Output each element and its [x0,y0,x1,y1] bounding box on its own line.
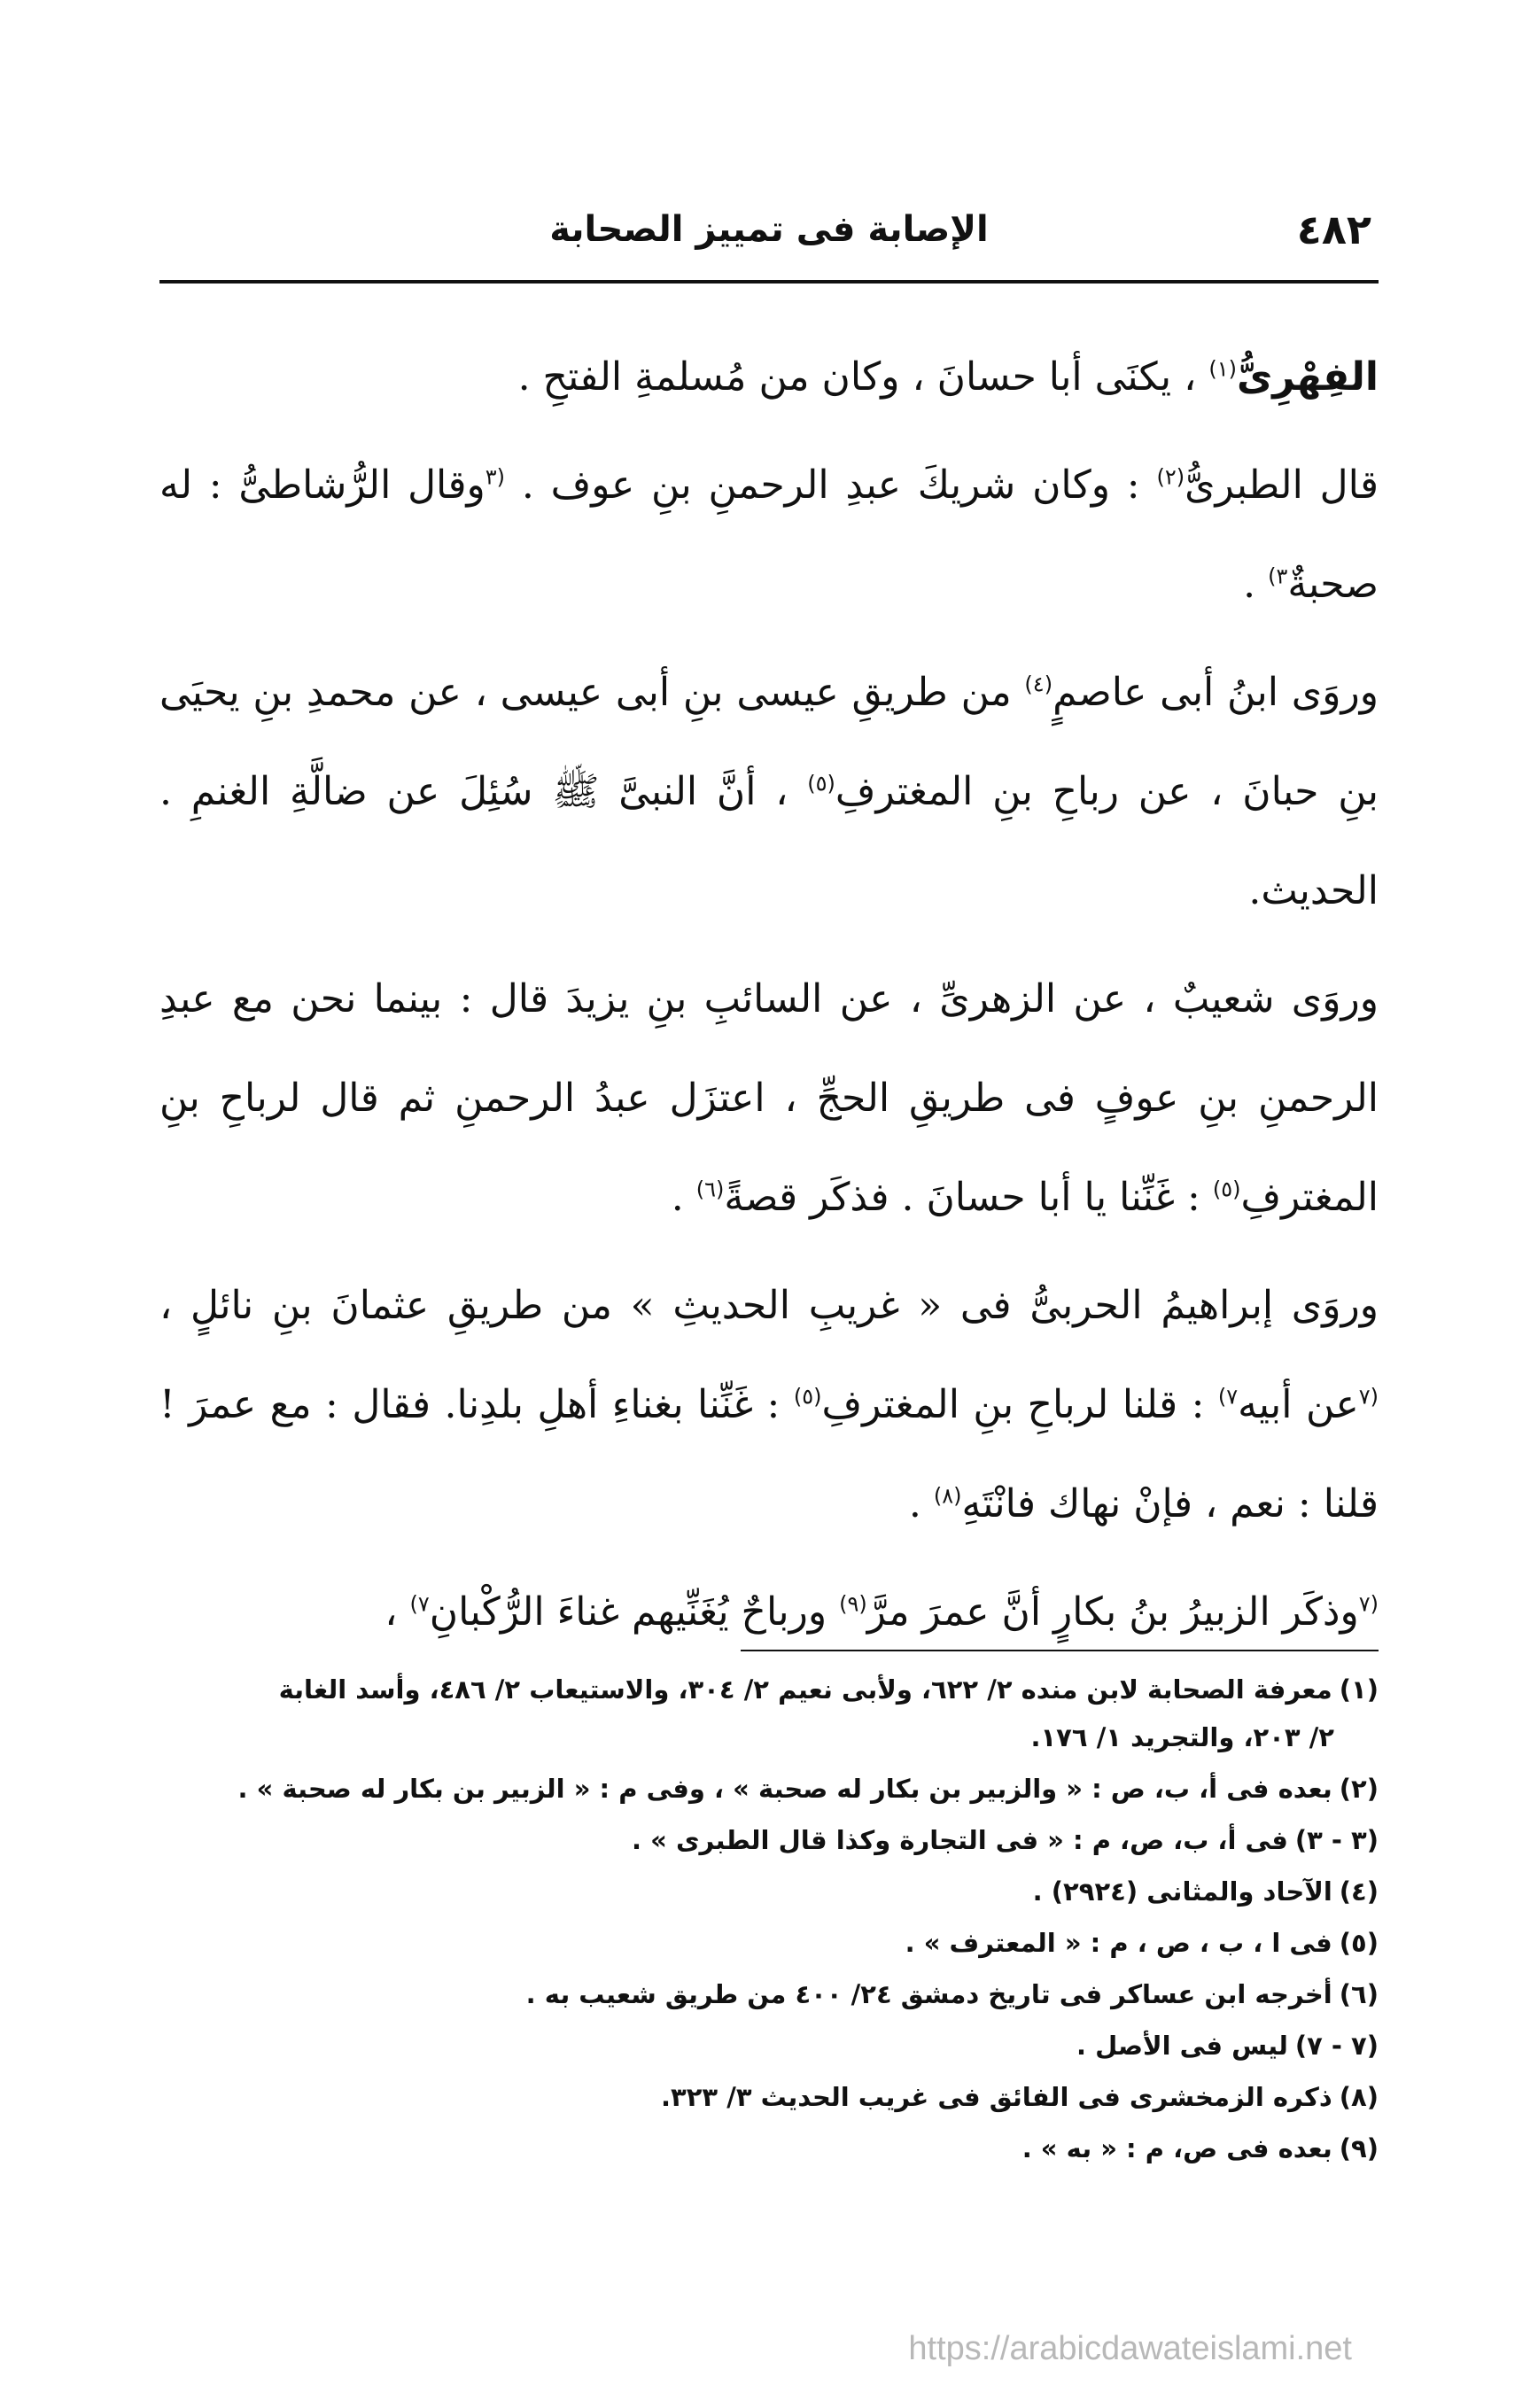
footnote-marker: (٦) [695,1177,725,1202]
footnote-text: بعده فى أ، ب، ص : « والزبير بن بكار له صحبة » ، وفى م : « الزبير بن بكار له صحبة » . [237,1774,1332,1804]
footnote-marker: (٧ [1358,1384,1379,1410]
footnote [159,1970,1379,2018]
paragraph-text: وذكَر الزبيرُ بنُ بكارٍ أنَّ عمرَ مرَّ [866,1589,1359,1635]
footnote-marker: ٧) [409,1591,430,1617]
footnote [159,2124,1379,2172]
page-header [159,197,1379,276]
footnote-label: (٧ - ٧) [1294,2031,1379,2061]
paragraph-text: وروَى ابنُ أبى عاصمٍ [1053,670,1379,715]
paragraph-1 [159,328,1379,427]
footnote-separator [741,1650,1379,1651]
main-text [159,328,1379,1671]
footnote-marker: (٤) [1024,672,1053,697]
footnote-text: فى أ، ب، ص، م : « فى التجارة وكذا قال الطبرى » . [632,1825,1288,1855]
paragraph-text: ، [384,1589,398,1635]
watermark-url: https://arabicdawateislami.net [908,2330,1352,2367]
header-rule [159,280,1379,284]
paragraph-text: قال الطبرىُّ [1185,462,1379,508]
footnote-text: معرفة الصحابة لابن منده ٢/ ٦٢٢، ولأبى نعيم ٢/ ٣٠٤، والاستيعاب ٢/ ٤٨٦، وأسد الغابة [278,1674,1332,1705]
footnote-marker: (٩) [839,1591,867,1617]
footnote-marker: (٥) [1212,1177,1241,1202]
paragraph-text: . [908,1481,921,1526]
page-number: ٤٨٢ [1296,206,1371,253]
running-title: الإصابة فى تمييز الصحابة [549,209,989,250]
footnote-text: الآحاد والمثانى (٢٩٢٤) . [1032,1876,1332,1907]
footnote-label: (٢) [1339,1774,1379,1804]
footnote-label: (٨) [1339,2082,1379,2112]
footnote-text: فى ا ، ب ، ص ، م : « المعترف » . [905,1928,1332,1958]
footnote-marker: (٥) [807,771,835,796]
footnote [159,1666,1379,1761]
paragraph-2 [159,436,1379,634]
footnote-marker: (٨) [933,1483,962,1509]
paragraph-text: وروَى إبراهيمُ الحربىُّ فى « غريبِ الحديثِ » من طريقِ عثمانَ بنِ نائلٍ ، [159,1283,1379,1328]
paragraph-text: : غَنِّنا يا أبا حسانَ . فذكَر قصةً [724,1175,1200,1220]
footnote-label: (٦) [1339,1979,1379,2009]
paragraph-text: : قلنا لرباحِ بنِ المغترفِ [821,1382,1205,1427]
paragraph-text: ، أنَّ النبىَّ ﷺ سُئِلَ عن ضالَّةِ الغنمِ . الحديث. [159,769,1379,913]
footnote-text: ليس فى الأصل . [1076,2031,1288,2061]
footnote-marker: (٢) [1156,464,1185,490]
paragraph-5 [159,1256,1379,1554]
footnotes [159,1666,1379,2176]
footnote-label: (٤) [1339,1876,1379,1907]
footnote-marker: (٧ [1358,1591,1379,1617]
footnote-text: أخرجه ابن عساكر فى تاريخ دمشق ٢٤/ ٤٠٠ من طريق شعيب به . [525,1979,1332,2009]
paragraph-text: . [1243,562,1256,607]
paragraph-text: . [671,1175,684,1220]
paragraph-6 [159,1563,1379,1662]
footnote-text: بعده فى ص، م : « به » . [1021,2133,1332,2163]
paragraph-text: : وكان شريكَ عبدِ الرحمنِ بنِ عوف . [521,462,1140,508]
footnote-label: (٣ - ٣) [1294,1825,1379,1855]
footnote [159,1919,1379,1967]
paragraph-text: ورباحٌ يُغَنِّيهم غناءَ الرُّكْبانِ [429,1589,827,1635]
footnote [159,2022,1379,2070]
footnote [159,1765,1379,1813]
paragraph-text: وقال الرُّشاطىُّ : له صحبةٌ [159,462,1379,607]
footnote-marker: ٣) [1268,563,1288,589]
footnote-marker: (٣ [485,464,506,490]
footnote-label: (٩) [1339,2133,1379,2163]
footnote-label: (٥) [1339,1928,1379,1958]
footnote-label: (١) [1339,1674,1379,1705]
footnote-marker: (٥) [793,1384,822,1410]
paragraph-text: من طريقِ عيسى بنِ أبى عيسى ، عن محمدِ بنِ يحيَى بنِ حبانَ ، عن رباحِ بنِ المغترفِ [159,670,1379,814]
paragraph-text: وروَى شعيبٌ ، عن الزهرىِّ ، عن السائبِ بنِ يزيدَ قال : بينما نحن مع عبدِ الرحمنِ بنِ عوفٍ فى طريقِ الحجِّ ، اعتزَل عبدُ الرحمنِ ثم قال لرباحِ بنِ المغترفِ [159,976,1379,1220]
paragraph-3 [159,643,1379,941]
footnote-continuation: ٢/ ٢٠٣، والتجريد ١/ ١٧٦. [1030,1722,1334,1752]
paragraph-4 [159,950,1379,1247]
footnote-text: ذكره الزمخشرى فى الفائق فى غريب الحديث ٣/ ٣٢٣. [661,2082,1332,2112]
paragraph-text: : غَنِّنا بغناءِ أهلِ بلدِنا. فقال : مع عمرَ ! قلنا : نعم ، فإنْ نهاك فانْتَهِ [159,1382,1379,1526]
paragraph-text: عن أبيه [1238,1382,1359,1427]
paragraph-text: ، يكنَى أبا حسانَ ، وكان من مُسلمةِ الفتحِ . [517,354,1197,400]
entry-name: الفِهْرِىُّ [1236,354,1379,400]
footnote-marker: ٧) [1217,1384,1239,1410]
footnote [159,2073,1379,2121]
footnote [159,1816,1379,1864]
footnote-marker: (١) [1208,356,1237,382]
footnote [159,1868,1379,1915]
